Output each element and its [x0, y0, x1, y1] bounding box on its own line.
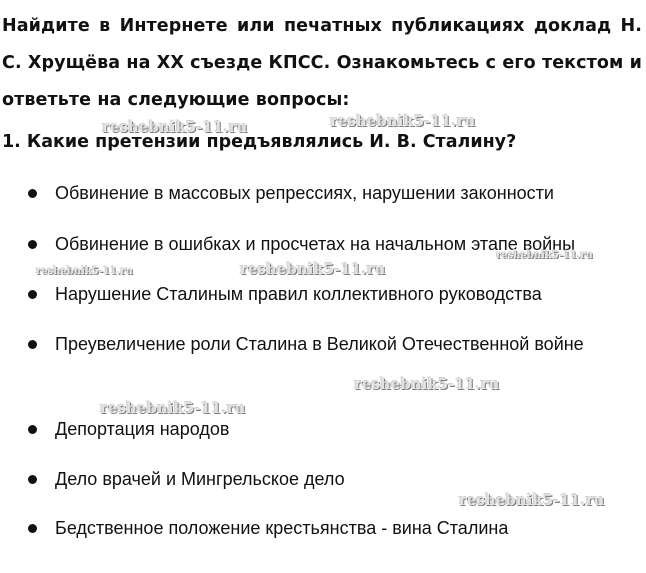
list-item	[28, 227, 644, 261]
list-item	[28, 277, 644, 311]
list-item	[28, 412, 644, 446]
assignment-intro: Найдите в Интернете или печатных публикациях доклад Н. С. Хрущёва на XX съезде КПСС. Ознакомьтесь с его текстом и ответьте на следующие вопросы:	[2, 16, 642, 110]
question-heading: 1. Какие претензии предъявлялись И. В. Сталину?	[2, 132, 517, 152]
list-item-text: Нарушение Сталиным правил коллективного руководства	[55, 284, 542, 304]
watermark: reshebnik5-11.ru	[36, 266, 133, 277]
watermark: reshebnik5-11.ru	[102, 118, 248, 136]
list-item-text: Обвинение в массовых репрессиях, нарушении законности	[55, 183, 554, 203]
bullet-icon	[28, 340, 37, 349]
bullet-icon	[28, 524, 37, 533]
watermark: reshebnik5-11.ru	[459, 491, 605, 509]
watermark: reshebnik5-11.ru	[100, 399, 246, 417]
list-item-text: Дело врачей и Мингрельское дело	[55, 469, 345, 489]
watermark: reshebnik5-11.ru	[354, 375, 500, 393]
bullet-icon	[28, 475, 37, 484]
list-item	[28, 511, 644, 545]
watermark: reshebnik5-11.ru	[240, 260, 386, 278]
bullet-icon	[28, 240, 37, 249]
list-item-text: Бедственное положение крестьянства - вина Сталина	[55, 518, 509, 538]
watermark: reshebnik5-11.ru	[496, 250, 593, 261]
list-item-text: Депортация народов	[55, 419, 230, 439]
list-item	[28, 327, 644, 361]
list-item	[28, 462, 644, 496]
list-item-text: Обвинение в ошибках и просчетах на начальном этапе войны	[55, 234, 576, 254]
bullet-icon	[28, 189, 37, 198]
bullet-icon	[28, 425, 37, 434]
watermark: reshebnik5-11.ru	[330, 112, 476, 130]
list-item-text: Преувеличение роли Сталина в Великой Отечественной войне	[55, 334, 584, 354]
list-item	[28, 176, 644, 210]
bullet-icon	[28, 290, 37, 299]
